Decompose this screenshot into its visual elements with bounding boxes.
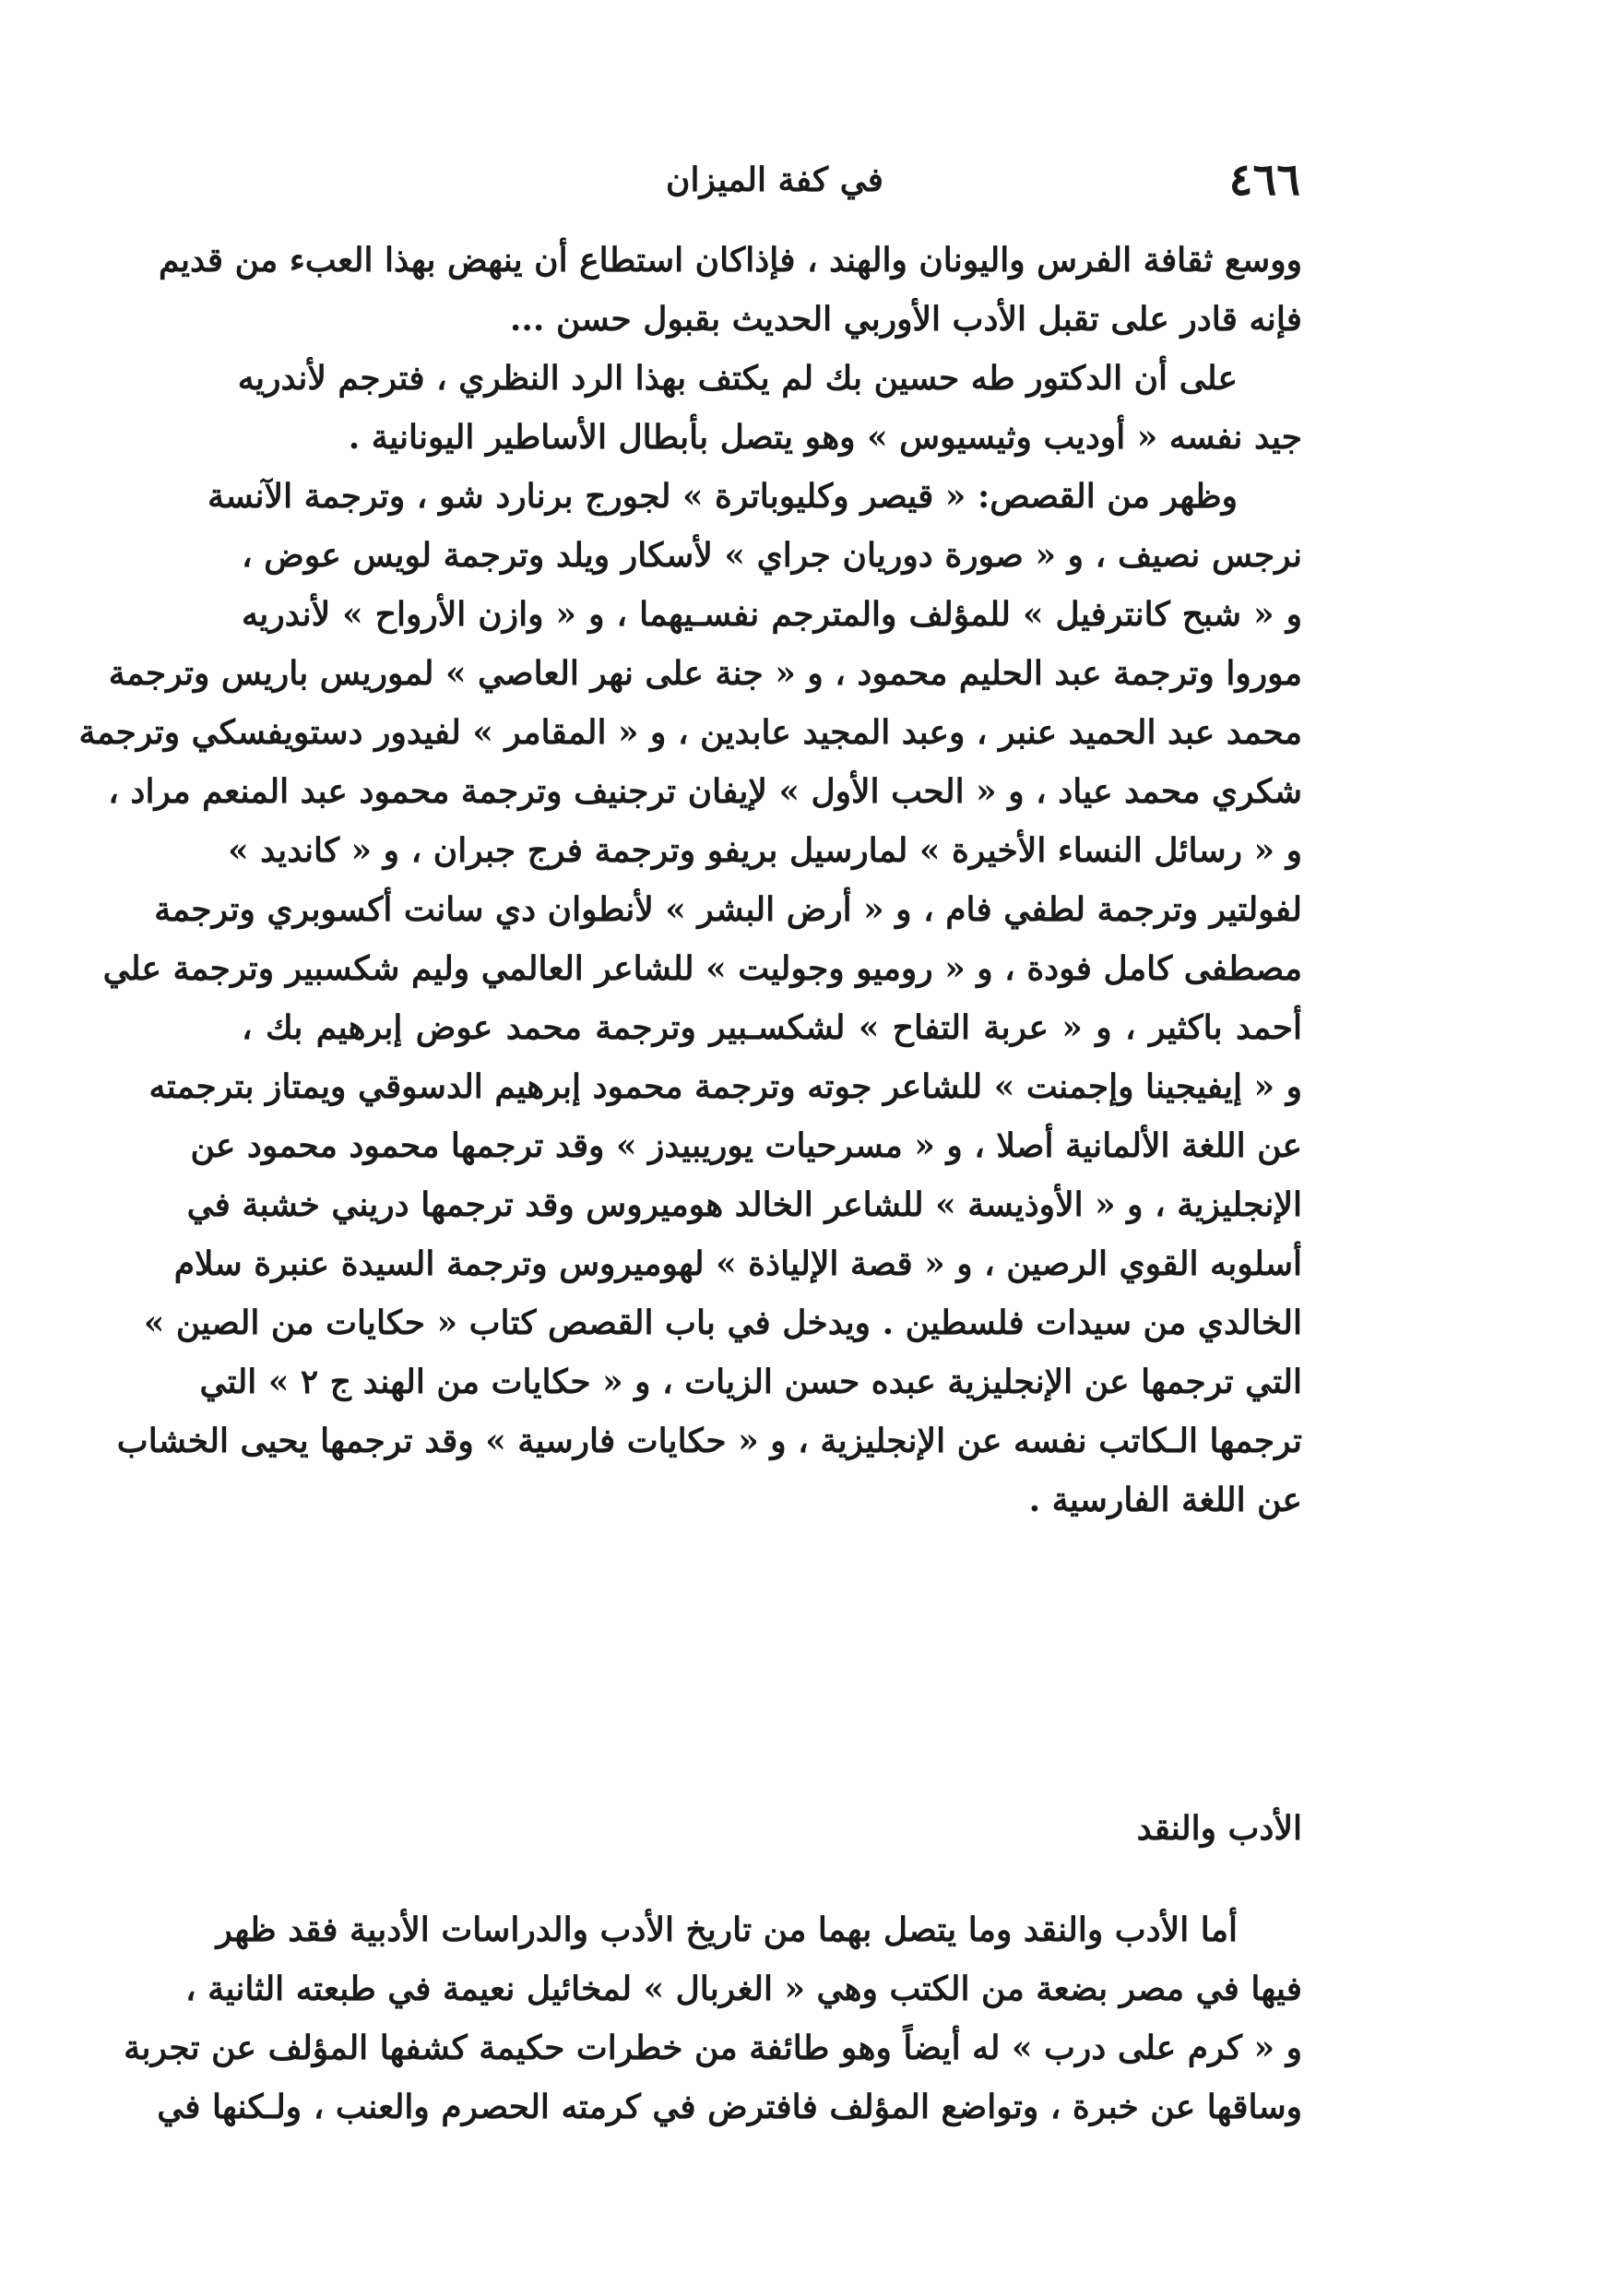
text-line: و « إيفيجينا وإجمنت » للشاعر جوته وترجمة محمود إبرهيم الدسوقي ويمتاز بترجمته	[148, 1067, 1302, 1106]
text-line: التي ترجمها عن الإنجليزية عبده حسن الزيات ، و « حكايات من الهند ج ٢ » التي	[199, 1363, 1302, 1401]
text-line: عن اللغة الألمانية أصلا ، و « مسرحيات يوريبيدز » وقد ترجمها محمود محمود عن	[190, 1126, 1302, 1165]
text-line: جيد نفسه « أوديب وثيسيوس » وهو يتصل بأبطال الأساطير اليونانية .	[348, 418, 1302, 457]
text-line: و « شبح كانترفيل » للمؤلف والمترجم نفسـيهما ، و « وازن الأرواح » لأندريه	[242, 595, 1302, 634]
text-line: لفولتير وترجمة لطفي فام ، و « أرض البشر » لأنطوان دي سانت أكسوبري وترجمة	[154, 890, 1302, 929]
text-line: و « رسائل النساء الأخيرة » لمارسيل بريفو وترجمة فرج جبران ، و « كانديد »	[228, 831, 1302, 870]
text-line: موروا وترجمة عبد الحليم محمود ، و « جنة على نهر العاصي » لموريس باريس وترجمة	[108, 654, 1302, 693]
text-line: مصطفى كامل فودة ، و « روميو وجوليت » للشاعر العالمي وليم شكسبير وترجمة علي	[102, 949, 1302, 988]
text-line: أسلوبه القوي الرصين ، و « قصة الإلياذة » لهوميروس وترجمة السيدة عنبرة سلام	[173, 1244, 1302, 1283]
text-line: فيها في مصر بضعة من الكتب وهي « الغربال » لمخائيل نعيمة في طبعته الثانية ،	[185, 1970, 1302, 2008]
text-line: أما الأدب والنقد وما يتصل بهما من تاريخ الأدب والدراسات الأدبية فقد ظهر	[216, 1910, 1238, 1949]
text-line: الإنجليزية ، و « الأوذيسة » للشاعر الخالد هوميروس وقد ترجمها دريني خشبة في	[186, 1185, 1302, 1224]
text-line: محمد عبد الحميد عنبر ، وعبد المجيد عابدين ، و « المقامر » لفيدور دستويفسكي وترجمة	[78, 713, 1302, 752]
text-line: وساقها عن خبرة ، وتواضع المؤلف فافترض في كرمته الحصرم والعنب ، ولـكنها في	[157, 2088, 1302, 2126]
page-header	[249, 148, 1300, 212]
body-text-part-2	[124, 1900, 1302, 2136]
text-line: شكري محمد عياد ، و « الحب الأول » لإيفان ترجنيف وترجمة محمود عبد المنعم مراد ،	[108, 772, 1302, 811]
text-line: عن اللغة الفارسية .	[1028, 1481, 1302, 1519]
running-title: في كفة الميزان	[666, 161, 883, 199]
text-line: و « كرم على درب » له أيضاً وهو طائفة من خطرات حكيمة كشفها المؤلف عن تجربة	[124, 2029, 1302, 2067]
text-line: على أن الدكتور طه حسين بك لم يكتف بهذا الرد النظري ، فترجم لأندريه	[237, 359, 1238, 398]
text-line: أحمد باكثير ، و « عربة التفاح » لشكسـبير وترجمة محمد عوض إبرهيم بك ،	[242, 1008, 1302, 1047]
section-heading: الأدب والنقد	[1136, 1809, 1302, 1848]
page-number: ٤٦٦	[1228, 154, 1300, 206]
text-line: ترجمها الـكاتب نفسه عن الإنجليزية ، و « حكايات فارسية » وقد ترجمها يحيى الخشاب	[116, 1422, 1302, 1460]
text-line: وظهر من القصص: « قيصر وكليوباترة » لجورج برنارد شو ، وترجمة الآنسة	[207, 477, 1238, 516]
text-line: فإنه قادر على تقبل الأدب الأوربي الحديث بقبول حسن ...	[509, 300, 1302, 339]
text-line: الخالدي من سيدات فلسطين . ويدخل في باب القصص كتاب « حكايات من الصين »	[143, 1303, 1302, 1342]
text-line: نرجس نصيف ، و « صورة دوريان جراي » لأسكار ويلد وترجمة لويس عوض ،	[242, 536, 1302, 575]
text-line: ووسع ثقافة الفرس واليونان والهند ، فإذاكان استطاع أن ينهض بهذا العبء من قديم	[159, 241, 1302, 280]
body-text-part-1	[78, 231, 1302, 1529]
